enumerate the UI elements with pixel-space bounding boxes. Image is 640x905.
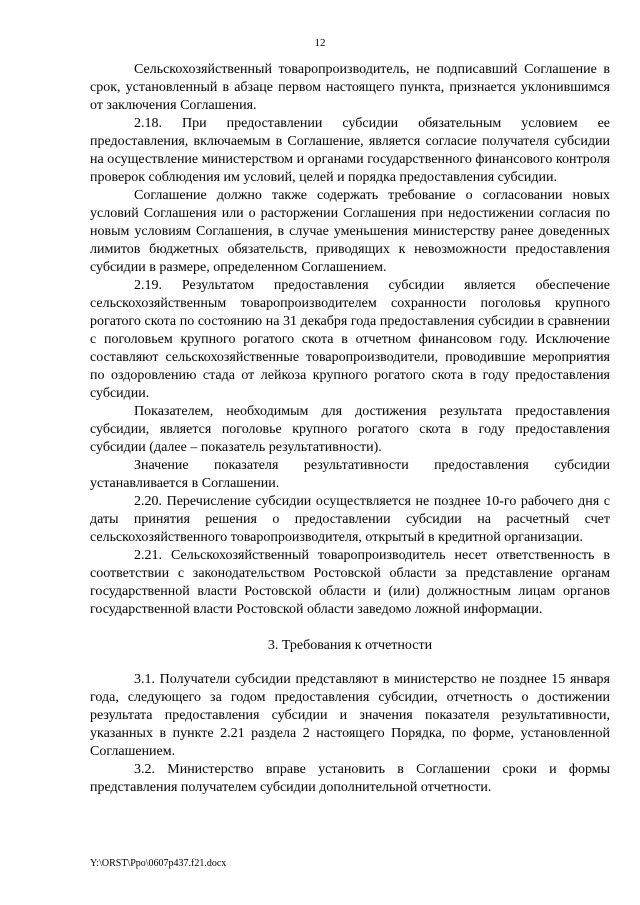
paragraph-2-18: 2.18. При предоставлении субсидии обязательным условием ее предоставления, включаемым в Соглашение, является согласие получателя субсидии на осуществление министерством и органами государственного финансового контроля проверок соблюдения им условий, целей и порядка предоставления субсидии. bbox=[90, 116, 610, 185]
document-body bbox=[90, 61, 610, 797]
paragraph-2-21: 2.21. Сельскохозяйственный товаропроизводитель несет ответственность в соответствии с законодательством Ростовской области за представление органам государственной власти Ростовской области и (или) должностным лицам органов государственной власти Ростовской области заведомо ложной информации. bbox=[90, 548, 610, 617]
section-heading: 3. Требования к отчетности bbox=[267, 638, 433, 653]
paragraph-signing-deadline: Сельскохозяйственный товаропроизводитель, не подписавший Соглашение в срок, установленный в абзаце первом настоящего пункта, признается уклонившимся от заключения Соглашения. bbox=[90, 62, 610, 113]
page-number: 12 bbox=[314, 37, 326, 49]
paragraph-2-20: 2.20. Перечисление субсидии осуществляется не позднее 10-го рабочего дня с даты принятия решения о предоставлении субсидии на расчетный счет сельскохозяйственного товаропроизводителя, открытый в кредитной организации. bbox=[90, 494, 610, 545]
paragraph-3-1: 3.1. Получатели субсидии представляют в министерство не позднее 15 января года, следующего за годом предоставления субсидии, отчетность о достижении результата предоставления субсидии и значения показателя результативности, указанных в пункте 2.21 раздела 2 настоящего Порядка, по форме, установленной Соглашением. bbox=[90, 672, 610, 759]
paragraph-indicator-value: Значение показателя результативности предоставления субсидии устанавливается в Соглашении. bbox=[90, 458, 610, 491]
footer-file-path: Y:\ORST\Ppo\0607p437.f21.docx bbox=[90, 858, 227, 869]
paragraph-indicator: Показателем, необходимым для достижения результата предоставления субсидии, является поголовье крупного рогатого скота в году предоставления субсидии (далее – показатель результативности). bbox=[90, 404, 610, 455]
paragraph-3-2: 3.2. Министерство вправе установить в Соглашении сроки и формы представления получателем субсидии дополнительной отчетности. bbox=[90, 762, 610, 795]
paragraph-2-19: 2.19. Результатом предоставления субсидии является обеспечение сельскохозяйственным товаропроизводителем сохранности поголовья крупного рогатого скота по состоянию на 31 декабря года предоставления субсидии в сравнении с поголовьем крупного рогатого скота в отчетном финансовом году. Исключение составляют сельскохозяйственные товаропроизводители, проводившие мероприятия по оздоровлению стада от лейкоза крупного рогатого скота в году предоставления субсидии. bbox=[90, 278, 610, 401]
paragraph-agreement-terms: Соглашение должно также содержать требование о согласовании новых условий Соглашения или о расторжении Соглашения при недостижении согласия по новым условиям Соглашения, в случае уменьшения министерству ранее доведенных лимитов бюджетных обязательств, приводящих к невозможности предоставления субсидии в размере, определенном Соглашением. bbox=[90, 188, 610, 275]
